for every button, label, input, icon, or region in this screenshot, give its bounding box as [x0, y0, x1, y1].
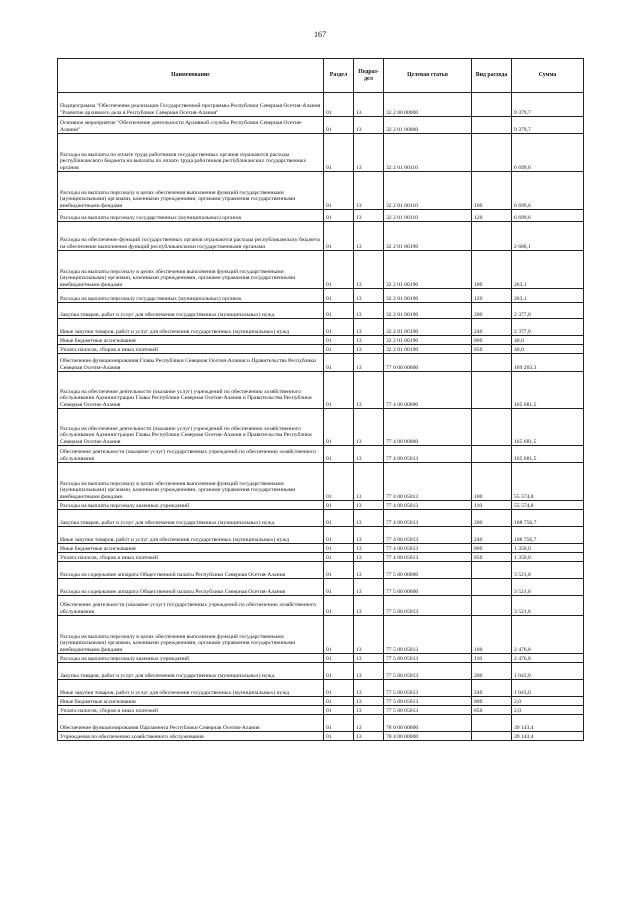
cell-subsection: 13 [354, 289, 384, 303]
cell-section: 01 [324, 553, 354, 562]
cell-name: Обеспечение функционирования Парламента Республики Северная Осетия-Алания [58, 715, 324, 732]
cell-section: 01 [324, 544, 354, 553]
table-row [58, 372, 584, 409]
table-row [58, 93, 584, 117]
cell-subsection: 13 [354, 501, 384, 510]
cell-name: Учреждения по обеспечению хозяйственного обслуживания [58, 732, 324, 741]
cell-sum: 165 681,5 [512, 409, 584, 446]
cell-section: 01 [324, 354, 354, 372]
header-subsection: Подраз-дел [354, 59, 384, 93]
cell-sum: 1 043,0 [512, 680, 584, 697]
cell-name: Уплата налогов, сборов и иных платежей [58, 553, 324, 562]
cell-name: Расходы на выплаты персоналу в целях обеспечения выполнения функций государственными (муниципальными) органами, казенными учреждениями, органами управления государственными внебюджетными фондами [58, 616, 324, 654]
cell-subsection: 13 [354, 596, 384, 616]
table-row [58, 345, 584, 354]
cell-section: 01 [324, 345, 354, 354]
cell-subsection: 13 [354, 697, 384, 706]
table-row [58, 654, 584, 663]
cell-name: Расходы на выплаты по оплате труда работников государственных органов отражаются расходы республиканского бюджета на выплаты по оплате труда работников республиканских государственных органов [58, 134, 324, 172]
cell-name: Расходы на содержание аппарата Общественной палаты Республики Северная Осетия-Алания [58, 579, 324, 596]
table-row [58, 510, 584, 527]
cell-sum: 6 699,6 [512, 172, 584, 210]
cell-section: 01 [324, 172, 354, 210]
table-row [58, 210, 584, 222]
cell-subsection: 13 [354, 680, 384, 697]
cell-target-article: 78 4 00 00000 [384, 732, 472, 741]
table-row [58, 117, 584, 134]
cell-expense-kind: 850 [472, 345, 512, 354]
cell-expense-kind: 850 [472, 553, 512, 562]
cell-subsection: 13 [354, 663, 384, 680]
cell-sum: 3 521,8 [512, 562, 584, 579]
cell-sum: 40,0 [512, 336, 584, 345]
cell-sum: 2 680,1 [512, 222, 584, 251]
cell-subsection: 13 [354, 345, 384, 354]
cell-sum: 55 574,8 [512, 501, 584, 510]
cell-subsection: 13 [354, 93, 384, 117]
cell-sum: 1 043,0 [512, 663, 584, 680]
cell-target-article: 77 5 00 05013 [384, 706, 472, 715]
cell-section: 01 [324, 409, 354, 446]
cell-subsection: 13 [354, 544, 384, 553]
cell-sum: 263,1 [512, 289, 584, 303]
cell-section: 01 [324, 596, 354, 616]
cell-expense-kind: 240 [472, 319, 512, 336]
cell-sum: 108 756,7 [512, 527, 584, 544]
cell-subsection: 13 [354, 409, 384, 446]
cell-subsection: 13 [354, 319, 384, 336]
cell-subsection: 13 [354, 527, 384, 544]
cell-name: Расходы на выплаты персоналу казенных учреждений [58, 501, 324, 510]
cell-expense-kind [472, 409, 512, 446]
cell-expense-kind: 800 [472, 336, 512, 345]
cell-section: 01 [324, 697, 354, 706]
cell-subsection: 13 [354, 222, 384, 251]
table-row [58, 354, 584, 372]
table-row [58, 663, 584, 680]
cell-sum: 2 476,8 [512, 616, 584, 654]
cell-target-article: 77 4 00 05013 [384, 510, 472, 527]
cell-expense-kind [472, 134, 512, 172]
table-row [58, 222, 584, 251]
table-row [58, 616, 584, 654]
table-row [58, 715, 584, 732]
cell-sum: 2 377,0 [512, 303, 584, 319]
cell-name: Уплата налогов, сборов и иных платежей [58, 345, 324, 354]
cell-target-article: 77 4 00 05013 [384, 501, 472, 510]
cell-expense-kind [472, 446, 512, 463]
cell-name: Расходы на выплаты персоналу государственных (муниципальных) органов [58, 210, 324, 222]
cell-section: 01 [324, 732, 354, 741]
cell-target-article: 32 2 01 00110 [384, 172, 472, 210]
cell-subsection: 13 [354, 303, 384, 319]
cell-section: 01 [324, 706, 354, 715]
cell-expense-kind [472, 222, 512, 251]
header-sum: Сумма [512, 59, 584, 93]
cell-sum: 40,0 [512, 345, 584, 354]
table-row [58, 697, 584, 706]
cell-sum: 2 476,8 [512, 654, 584, 663]
cell-sum: 2,0 [512, 697, 584, 706]
cell-name: Расходы на обеспечение деятельности (оказание услуг) учреждений по обеспечению хозяйственного обслуживания Администрации Главы Республики Северная Осетия-Алания и Правительства Республики Северная Осетия-Алания [58, 409, 324, 446]
cell-name: Иные бюджетные ассигнования [58, 697, 324, 706]
cell-sum: 39 143,4 [512, 732, 584, 741]
cell-section: 01 [324, 446, 354, 463]
cell-section: 01 [324, 527, 354, 544]
cell-subsection: 13 [354, 463, 384, 501]
table-row [58, 562, 584, 579]
table-row [58, 501, 584, 510]
cell-expense-kind: 240 [472, 680, 512, 697]
cell-sum: 263,1 [512, 251, 584, 289]
cell-name: Уплата налогов, сборов и иных платежей [58, 706, 324, 715]
cell-name: Подпрограмма "Обеспечение реализации Государственной программы Республики Северная Осетия-Алания "Развитие архивного дела в Республике Северная Осетия-Алания" [58, 93, 324, 117]
cell-expense-kind: 200 [472, 510, 512, 527]
cell-target-article: 32 2 01 00190 [384, 336, 472, 345]
cell-subsection: 13 [354, 715, 384, 732]
cell-expense-kind: 110 [472, 654, 512, 663]
cell-target-article: 77 4 00 05013 [384, 553, 472, 562]
cell-expense-kind: 240 [472, 527, 512, 544]
cell-section: 01 [324, 93, 354, 117]
cell-name: Закупка товаров, работ и услуг для обеспечения государственных (муниципальных) нужд [58, 303, 324, 319]
cell-section: 01 [324, 134, 354, 172]
cell-sum: 2,0 [512, 706, 584, 715]
budget-table [57, 58, 584, 741]
cell-sum: 108 756,7 [512, 510, 584, 527]
cell-section: 01 [324, 319, 354, 336]
cell-name: Расходы на обеспечение деятельности (оказание услуг) учреждений по обеспечению хозяйственного обслуживания Администрации Главы Республики Северная Осетия-Алания и Правительства Республики Северная Осетия-Алания [58, 372, 324, 409]
cell-target-article: 77 5 00 05013 [384, 663, 472, 680]
cell-section: 01 [324, 303, 354, 319]
cell-expense-kind: 120 [472, 210, 512, 222]
cell-expense-kind [472, 562, 512, 579]
table-row [58, 303, 584, 319]
cell-expense-kind [472, 732, 512, 741]
cell-expense-kind [472, 117, 512, 134]
cell-section: 01 [324, 251, 354, 289]
cell-name: Расходы на обеспечение функций государственных органов отражаются расходы республиканского бюджета на обеспечение выполнения функций республиканскими государственными органами [58, 222, 324, 251]
cell-section: 01 [324, 463, 354, 501]
cell-target-article: 32 2 01 00000 [384, 117, 472, 134]
cell-sum: 9 379,7 [512, 117, 584, 134]
cell-section: 01 [324, 222, 354, 251]
table-row [58, 680, 584, 697]
cell-expense-kind: 100 [472, 251, 512, 289]
cell-name: Закупка товаров, работ и услуг для обеспечения государственных (муниципальных) нужд [58, 510, 324, 527]
header-target-article: Целевая статья [384, 59, 472, 93]
table-row [58, 527, 584, 544]
cell-sum: 2 377,0 [512, 319, 584, 336]
cell-target-article: 32 2 01 00190 [384, 303, 472, 319]
table-row [58, 134, 584, 172]
cell-subsection: 13 [354, 117, 384, 134]
cell-target-article: 77 5 00 00000 [384, 579, 472, 596]
cell-target-article: 32 2 01 00190 [384, 222, 472, 251]
cell-target-article: 32 2 01 00110 [384, 134, 472, 172]
cell-section: 01 [324, 663, 354, 680]
cell-target-article: 32 2 01 00190 [384, 319, 472, 336]
cell-name: Обеспечение деятельности (оказание услуг) государственных учреждений по обеспечению хозяйственного обслуживания [58, 446, 324, 463]
cell-section: 01 [324, 289, 354, 303]
cell-subsection: 13 [354, 446, 384, 463]
cell-target-article: 77 5 00 05013 [384, 697, 472, 706]
cell-subsection: 13 [354, 732, 384, 741]
table-body [58, 93, 584, 741]
cell-expense-kind: 120 [472, 289, 512, 303]
cell-target-article: 32 2 01 00190 [384, 289, 472, 303]
cell-sum: 169 203,3 [512, 354, 584, 372]
cell-subsection: 13 [354, 251, 384, 289]
cell-target-article: 32 2 01 00190 [384, 251, 472, 289]
cell-target-article: 32 2 01 00110 [384, 210, 472, 222]
cell-expense-kind [472, 354, 512, 372]
cell-target-article: 77 4 00 05013 [384, 446, 472, 463]
cell-expense-kind [472, 715, 512, 732]
cell-section: 01 [324, 501, 354, 510]
cell-section: 01 [324, 510, 354, 527]
cell-target-article: 77 5 00 05013 [384, 654, 472, 663]
cell-target-article: 77 4 00 00000 [384, 372, 472, 409]
cell-sum: 1 350,0 [512, 553, 584, 562]
cell-sum: 39 143,4 [512, 715, 584, 732]
cell-expense-kind [472, 596, 512, 616]
cell-target-article: 77 5 00 05013 [384, 616, 472, 654]
cell-subsection: 13 [354, 654, 384, 663]
cell-section: 01 [324, 562, 354, 579]
cell-subsection: 13 [354, 553, 384, 562]
cell-sum: 3 521,8 [512, 579, 584, 596]
header-expense-kind: Вид расхода [472, 59, 512, 93]
table-row [58, 172, 584, 210]
cell-subsection: 13 [354, 706, 384, 715]
table-row [58, 319, 584, 336]
cell-name: Расходы на выплаты персоналу казенных учреждений [58, 654, 324, 663]
cell-target-article: 77 5 00 05013 [384, 680, 472, 697]
cell-subsection: 13 [354, 372, 384, 409]
cell-target-article: 78 0 00 00000 [384, 715, 472, 732]
cell-name: Иные закупки товаров, работ и услуг для обеспечения государственных (муниципальных) нужд [58, 680, 324, 697]
cell-expense-kind: 200 [472, 663, 512, 680]
cell-target-article: 77 4 00 00000 [384, 409, 472, 446]
cell-name: Иные бюджетные ассигнования [58, 336, 324, 345]
table-row [58, 463, 584, 501]
cell-subsection: 13 [354, 579, 384, 596]
table-row [58, 289, 584, 303]
cell-name: Иные закупки товаров, работ и услуг для обеспечения государственных (муниципальных) нужд [58, 319, 324, 336]
cell-section: 01 [324, 680, 354, 697]
header-section: Раздел [324, 59, 354, 93]
cell-target-article: 77 4 00 05013 [384, 544, 472, 553]
cell-name: Расходы на выплаты персоналу в целях обеспечения выполнения функций государственными (муниципальными) органами, казенными учреждениями, органами управления государственными внебюджетными фондами [58, 463, 324, 501]
cell-target-article: 77 5 00 00000 [384, 562, 472, 579]
cell-name: Расходы на содержание аппарата Общественной палаты Республики Северная Осетия-Алания [58, 562, 324, 579]
cell-expense-kind: 110 [472, 501, 512, 510]
cell-section: 01 [324, 372, 354, 409]
table-row [58, 553, 584, 562]
cell-subsection: 13 [354, 210, 384, 222]
cell-target-article: 77 4 00 05013 [384, 463, 472, 501]
cell-subsection: 13 [354, 616, 384, 654]
cell-section: 01 [324, 117, 354, 134]
table-row [58, 409, 584, 446]
cell-sum: 165 681,5 [512, 446, 584, 463]
cell-subsection: 13 [354, 134, 384, 172]
cell-expense-kind: 850 [472, 706, 512, 715]
cell-name: Расходы на выплаты персоналу государственных (муниципальных) органов [58, 289, 324, 303]
cell-name: Расходы на выплаты персоналу в целях обеспечения выполнения функций государственными (муниципальными) органами, казенными учреждениями, органами управления государственными внебюджетными фондами [58, 251, 324, 289]
cell-expense-kind [472, 372, 512, 409]
cell-section: 01 [324, 210, 354, 222]
page-number: 167 [314, 30, 326, 39]
cell-expense-kind [472, 93, 512, 117]
table-row [58, 251, 584, 289]
cell-subsection: 13 [354, 336, 384, 345]
cell-name: Обеспечение деятельности (оказание услуг) государственных учреждений по обеспечению хозяйственного обслуживания [58, 596, 324, 616]
table-row [58, 446, 584, 463]
cell-expense-kind: 800 [472, 544, 512, 553]
cell-sum: 6 699,6 [512, 134, 584, 172]
cell-subsection: 13 [354, 354, 384, 372]
table-row [58, 579, 584, 596]
table-row [58, 706, 584, 715]
cell-section: 01 [324, 654, 354, 663]
cell-expense-kind: 100 [472, 463, 512, 501]
cell-name: Иные закупки товаров, работ и услуг для обеспечения государственных (муниципальных) нужд [58, 527, 324, 544]
header-name: Наименование [58, 59, 324, 93]
table-header-row [58, 59, 584, 93]
cell-expense-kind: 100 [472, 616, 512, 654]
cell-expense-kind [472, 579, 512, 596]
cell-target-article: 77 4 00 05013 [384, 527, 472, 544]
cell-name: Обеспечение функционирования Главы Республики Северная Осетия-Алания и Правительства Республики Северная Осетия-Алания [58, 354, 324, 372]
cell-sum: 1 350,0 [512, 544, 584, 553]
cell-expense-kind: 200 [472, 303, 512, 319]
table-row [58, 732, 584, 741]
cell-sum: 6 699,6 [512, 210, 584, 222]
cell-name: Иные бюджетные ассигнования [58, 544, 324, 553]
cell-subsection: 13 [354, 562, 384, 579]
cell-target-article: 32 2 01 00190 [384, 345, 472, 354]
cell-sum: 3 521,8 [512, 596, 584, 616]
cell-target-article: 77 0 00 00000 [384, 354, 472, 372]
cell-name: Основное мероприятие "Обеспечение деятельности Архивной службы Республики Северная Осетия-Алания" [58, 117, 324, 134]
cell-sum: 9 379,7 [512, 93, 584, 117]
cell-subsection: 13 [354, 510, 384, 527]
cell-section: 01 [324, 336, 354, 345]
cell-section: 01 [324, 715, 354, 732]
table-row [58, 596, 584, 616]
cell-name: Закупка товаров, работ и услуг для обеспечения государственных (муниципальных) нужд [58, 663, 324, 680]
cell-section: 01 [324, 616, 354, 654]
table-row [58, 336, 584, 345]
cell-name: Расходы на выплаты персоналу в целях обеспечения выполнения функций государственными (муниципальными) органами, казенными учреждениями, органами управления государственными внебюджетными фондами [58, 172, 324, 210]
cell-expense-kind: 100 [472, 172, 512, 210]
table-row [58, 544, 584, 553]
cell-target-article: 77 5 00 05013 [384, 596, 472, 616]
cell-subsection: 13 [354, 172, 384, 210]
cell-section: 01 [324, 579, 354, 596]
cell-expense-kind: 800 [472, 697, 512, 706]
cell-sum: 165 681,5 [512, 372, 584, 409]
cell-target-article: 32 2 00 00000 [384, 93, 472, 117]
cell-sum: 55 574,8 [512, 463, 584, 501]
